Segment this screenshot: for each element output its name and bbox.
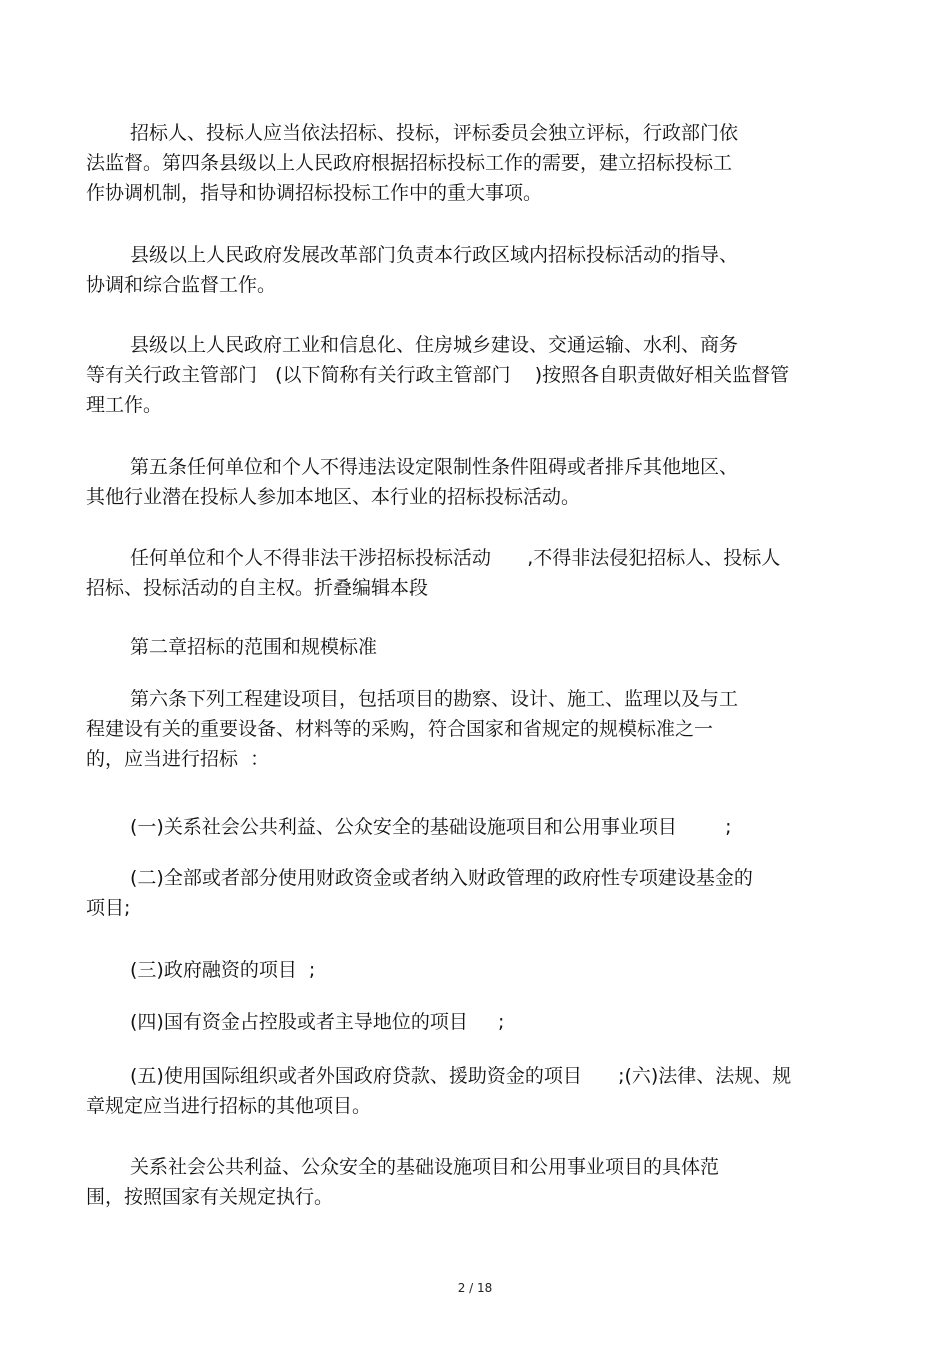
text-line: 其他行业潜在投标人参加本地区、本行业的招标投标活动。 (86, 486, 581, 508)
text-line: 招标人、投标人应当依法招标、投标，评标委员会独立评标，行政部门依 (130, 122, 739, 144)
text-line: 项目; (86, 897, 131, 919)
list-item-1 (86, 812, 856, 842)
list-item-3 (86, 955, 856, 985)
list-item-4 (86, 1007, 856, 1037)
text-line: 的，应当进行招标 ： (86, 748, 270, 770)
page-number: 2 / 18 (457, 1281, 493, 1295)
text-line: 任何单位和个人不得非法干涉招标投标活动 ,不得非法侵犯招标人、投标人 (130, 547, 781, 569)
paragraph-6 (86, 684, 856, 774)
list-item-2 (86, 863, 856, 923)
text-line: 县级以上人民政府工业和信息化、住房城乡建设、交通运输、水利、商务 (130, 334, 739, 356)
text-line: 理工作。 (86, 394, 163, 416)
text-line: 等有关行政主管部门 (以下简称有关行政主管部门 )按照各自职责做好相关监督管 (86, 364, 790, 386)
text-line: 第二章招标的范围和规模标准 (130, 636, 378, 658)
chapter-heading (86, 632, 856, 662)
text-line: 围，按照国家有关规定执行。 (86, 1186, 334, 1208)
text-line: 程建设有关的重要设备、材料等的采购，符合国家和省规定的规模标准之一 (86, 718, 714, 740)
text-line: (四)国有资金占控股或者主导地位的项目 ; (130, 1011, 505, 1033)
text-line: 县级以上人民政府发展改革部门负责本行政区域内招标投标活动的指导、 (130, 244, 739, 266)
paragraph-4 (86, 452, 856, 512)
paragraph-5 (86, 543, 856, 603)
text-line: 协调和综合监督工作。 (86, 274, 277, 296)
paragraph-2 (86, 240, 856, 300)
text-line: (二)全部或者部分使用财政资金或者纳入财政管理的政府性专项建设基金的 (130, 867, 753, 889)
text-line: 第五条任何单位和个人不得违法设定限制性条件阻碍或者排斥其他地区、 (130, 456, 739, 478)
text-line: 第六条下列工程建设项目，包括项目的勘察、设计、施工、监理以及与工 (130, 688, 739, 710)
text-line: (五)使用国际组织或者外国政府贷款、援助资金的项目 ;(六)法律、法规、规 (130, 1065, 792, 1087)
text-line: 作协调机制，指导和协调招标投标工作中的重大事项。 (86, 182, 543, 204)
paragraph-3 (86, 330, 856, 420)
paragraph-1 (86, 118, 856, 208)
text-line: 章规定应当进行招标的其他项目。 (86, 1095, 372, 1117)
text-line: 关系社会公共利益、公众安全的基础设施项目和公用事业项目的具体范 (130, 1156, 720, 1178)
text-line: (一)关系社会公共利益、公众安全的基础设施项目和公用事业项目 ; (130, 816, 732, 838)
list-item-5 (86, 1061, 856, 1121)
text-line: 招标、投标活动的自主权。折叠编辑本段 (86, 577, 429, 599)
text-line: (三)政府融资的项目 ; (130, 959, 316, 981)
text-line: 法监督。第四条县级以上人民政府根据招标投标工作的需要，建立招标投标工 (86, 152, 733, 174)
paragraph-7 (86, 1152, 856, 1212)
